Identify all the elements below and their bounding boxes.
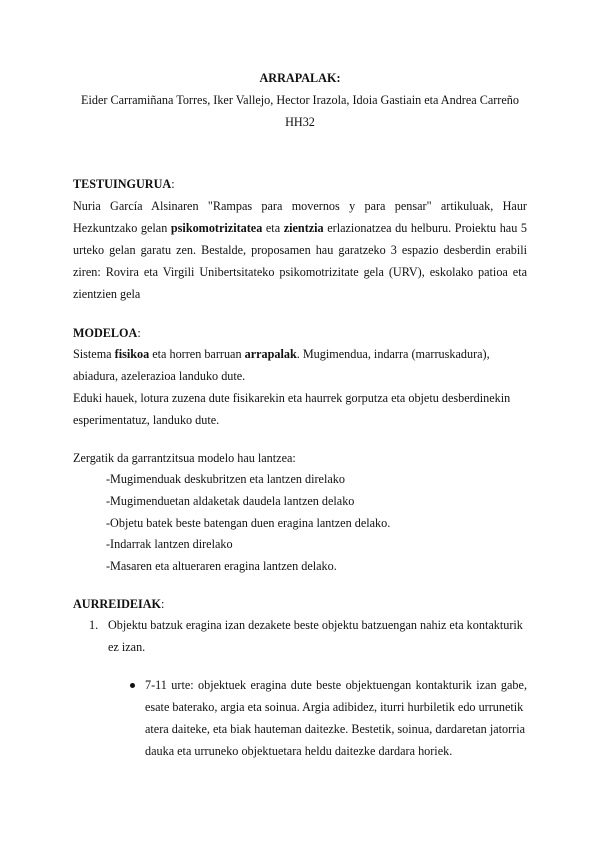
document-authors: Eider Carramiñana Torres, Iker Vallejo, Hector Irazola, Idoia Gastiain eta Andrea Carreño bbox=[81, 93, 519, 107]
context-line-5: zientzien gela bbox=[73, 287, 141, 301]
preideas-heading-colon: : bbox=[161, 597, 165, 611]
context-heading-colon: : bbox=[171, 177, 175, 191]
context-heading-text: TESTUINGURUA bbox=[73, 177, 172, 191]
model-heading-colon: : bbox=[137, 326, 141, 340]
model-line-2: abiadura, azelerazioa landuko dute. bbox=[73, 369, 246, 383]
preideas-heading-text: AURREIDEIAK bbox=[73, 597, 162, 611]
model-heading bbox=[73, 326, 141, 341]
preideas-sub-line: 7-11 urte: objektuek eragina dute beste objektuengan kontakturik izan gabe, bbox=[145, 678, 527, 692]
context-line-2 bbox=[73, 221, 527, 236]
context-line-2-c: eta bbox=[262, 221, 284, 235]
preideas-item-line: Objektu batzuk eragina izan dezakete beste objektu batzuengan nahiz eta kontakturik bbox=[108, 618, 523, 632]
model-keyword-ramps: arrapalak bbox=[244, 347, 297, 361]
context-line-2-d: erlazionatzea du helburu. Proiektu hau 5 bbox=[323, 221, 527, 235]
preideas-sub-line: dauka eta urruneko objektuetara heldu daitezke dardara horiek. bbox=[145, 744, 453, 758]
context-line-2-a: Hezkuntzako gelan bbox=[73, 221, 171, 235]
context-line-1: Nuria García Alsinaren "Rampas para movernos y para pensar" artikuluak, Haur bbox=[73, 199, 527, 213]
model-line-1-d: . Mugimendua, indarra (marruskadura), bbox=[296, 347, 490, 361]
model-why-item: -Mugimenduak deskubritzen eta lantzen direlako bbox=[106, 472, 345, 486]
preideas-item-line: ez izan. bbox=[108, 640, 146, 654]
model-why-item: -Indarrak lantzen direlako bbox=[106, 537, 233, 551]
context-heading bbox=[73, 177, 175, 192]
document-title: ARRAPALAK: bbox=[259, 71, 341, 85]
preideas-sub-line: esate baterako, argia eta soinua. Argia adibidez, iturri hurbiletik edo urrunetik bbox=[145, 700, 524, 714]
model-why-item: -Masaren eta altueraren eragina lantzen delako. bbox=[106, 559, 337, 573]
context-keyword-science: zientzia bbox=[283, 221, 324, 235]
context-line-3: urteko gelan garatu zen. Bestalde, proposamen hau garatzeko 3 espazio desberdin erabili bbox=[73, 243, 527, 257]
context-line-4: ziren: Rovira eta Virgili Unibertsitateko psikomotrizitate gela (URV), eskolako patioa eta bbox=[73, 265, 527, 279]
bullet-dot-icon bbox=[130, 683, 135, 688]
model-line-1-a: Sistema bbox=[73, 347, 115, 361]
model-line-1 bbox=[73, 347, 490, 362]
model-why-intro: Zergatik da garrantzitsua modelo hau lantzea: bbox=[73, 451, 296, 465]
model-line-3: Eduki hauek, lotura zuzena dute fisikarekin eta haurrek gorputza eta objetu desberdinekin bbox=[73, 391, 511, 405]
model-heading-text: MODELOA bbox=[73, 326, 138, 340]
preideas-heading bbox=[73, 597, 164, 612]
model-keyword-physical: fisikoa bbox=[114, 347, 150, 361]
model-line-4: esperimentatuz, landuko dute. bbox=[73, 413, 220, 427]
preideas-sub-line: atera daiteke, eta biak hauteman daitezke. Bestetik, soinua, dardaretan jatorria bbox=[145, 722, 526, 736]
model-why-item: -Objetu batek beste batengan duen eragina lantzen delako. bbox=[106, 516, 391, 530]
model-line-1-c: eta horren barruan bbox=[149, 347, 245, 361]
model-why-item: -Mugimenduetan aldaketak daudela lantzen delako bbox=[106, 494, 355, 508]
document-group: HH32 bbox=[285, 115, 315, 129]
context-keyword-psychomotor: psikomotrizitatea bbox=[170, 221, 263, 235]
preideas-item-number: 1. bbox=[89, 618, 99, 632]
